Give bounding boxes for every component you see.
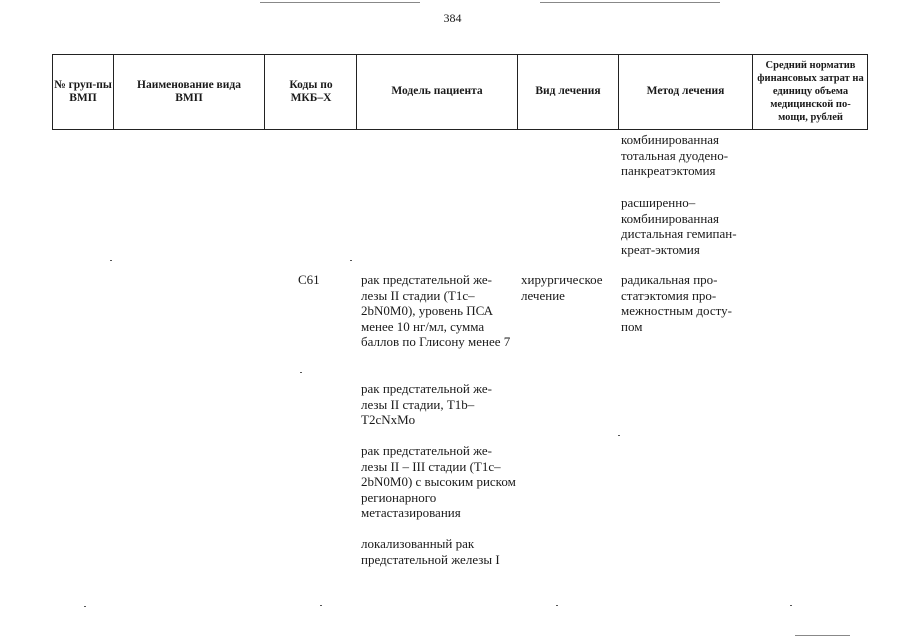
header-divider <box>867 54 868 129</box>
scan-line <box>540 2 720 3</box>
header-bottom-border <box>52 129 868 130</box>
method-text: радикальная про-статэктомия про-межностным досту-пом <box>621 272 732 334</box>
header-divider <box>356 54 357 129</box>
scan-line <box>795 635 850 636</box>
treatment-type: хирургическое лечение <box>521 272 603 303</box>
scan-dot <box>300 372 302 373</box>
scan-dot <box>618 435 620 436</box>
scan-dot <box>790 605 792 606</box>
header-divider <box>264 54 265 129</box>
header-divider <box>52 54 53 129</box>
header-financial-norm: Средний норматив финансовых затрат на единицу объема медицинской по-мощи, рублей <box>757 60 864 123</box>
scan-dot <box>556 605 558 606</box>
header-treatment-type: Вид лечения <box>535 85 601 97</box>
icd-code: C61 <box>298 272 320 287</box>
scan-dot <box>350 260 352 261</box>
scan-dot <box>320 605 322 606</box>
patient-model-text: рак предстательной же-лезы II стадии, T1b–T2cNxMo <box>361 381 492 428</box>
method-text: расширенно–комбинированная дистальная гемипан-креат-эктомия <box>621 195 737 257</box>
header-group-number: № груп-пы ВМП <box>54 78 112 104</box>
header-icd-codes: Коды по МКБ–Х <box>289 78 333 104</box>
method-text: комбинированная тотальная дуодено-панкреатэктомия <box>621 132 729 179</box>
header-divider <box>113 54 114 129</box>
patient-model-text: локализованный рак предстательной железы I <box>361 536 500 567</box>
scan-dot <box>110 260 112 261</box>
scan-line <box>260 2 420 3</box>
header-vmp-name: Наименование вида ВМП <box>137 78 241 104</box>
header-divider <box>752 54 753 129</box>
patient-model-text: рак предстательной же-лезы II – III стадии (T1c–2bN0M0) с высоким риском регионарного метастазирования <box>361 443 516 521</box>
header-patient-model: Модель пациента <box>391 85 483 97</box>
patient-model-text: рак предстательной же-лезы II стадии (T1c–2bN0M0), уровень ПСА менее 10 нг/мл, сумма баллов по Глисону менее 7 <box>361 272 511 350</box>
header-treatment-method: Метод лечения <box>646 85 725 97</box>
page-number: 384 <box>443 11 462 25</box>
header-divider <box>517 54 518 129</box>
scan-dot <box>84 606 86 607</box>
header-divider <box>618 54 619 129</box>
